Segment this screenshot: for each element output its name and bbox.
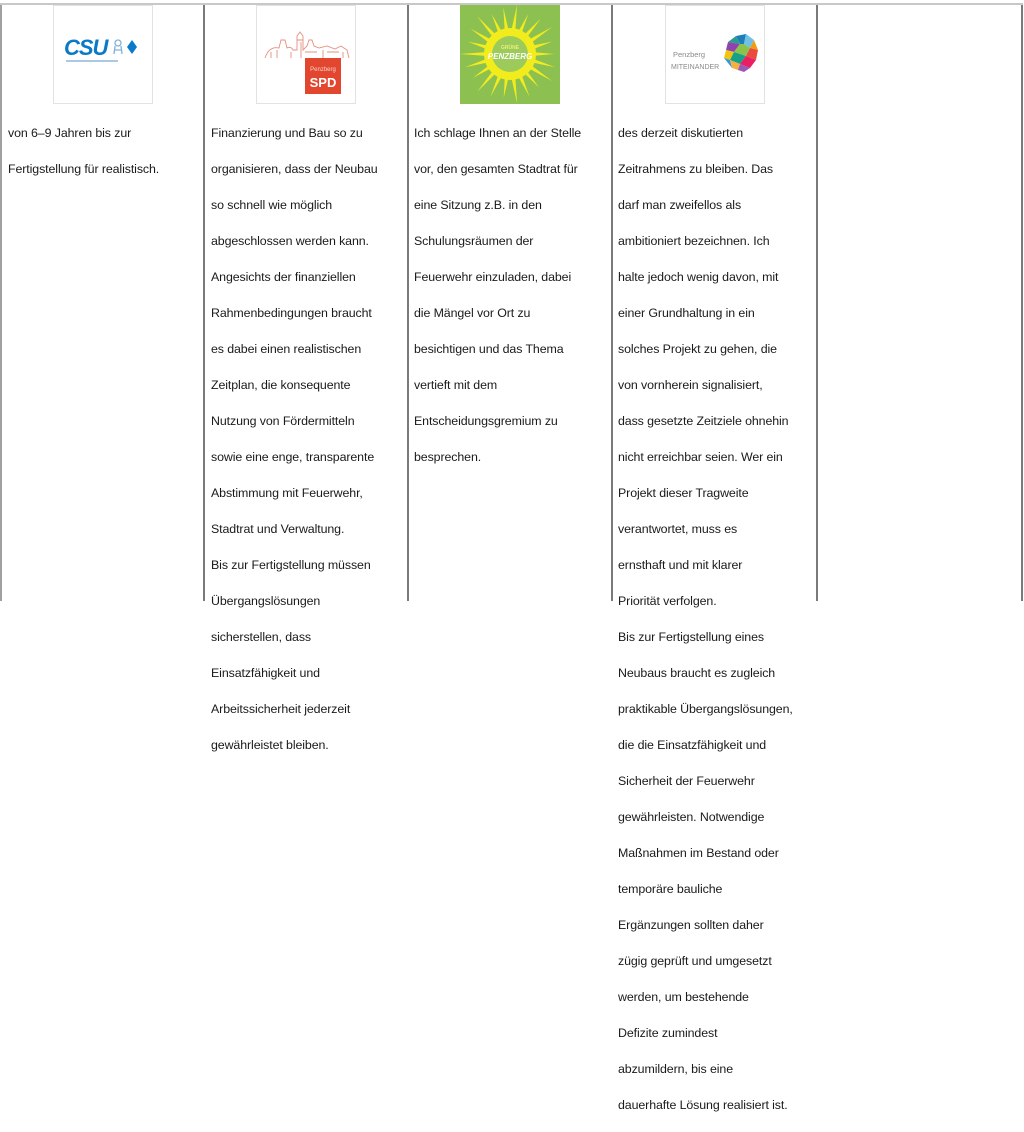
text-line: ambitioniert bezeichnen. Ich (618, 234, 770, 248)
spd-town-label: Penzberg (310, 67, 336, 73)
text-line: temporäre bauliche (618, 882, 723, 896)
text-line: halte jedoch wenig davon, mit (618, 270, 779, 284)
text-line: Angesichts der finanziellen (211, 270, 356, 284)
text-line: Zeitrahmens zu bleiben. Das (618, 162, 774, 176)
text-line: abgeschlossen werden kann. (211, 234, 369, 248)
gruene-logo (460, 5, 560, 104)
text-line: Finanzierung und Bau so zu (211, 126, 363, 140)
town-skyline-icon (265, 32, 349, 58)
text-line: Entscheidungsgremium zu (414, 414, 558, 428)
text-line: Abstimmung mit Feuerwehr, (211, 486, 363, 500)
text-line: Stadtrat und Verwaltung. (211, 522, 345, 536)
table-cell-csu (0, 5, 205, 601)
spd-wordmark: SPD (309, 75, 337, 90)
text-line: gewährleistet bleiben. (211, 738, 329, 752)
text-line: Rahmenbedingungen braucht (211, 306, 372, 320)
text-line: sicherstellen, dass (211, 630, 312, 644)
diamond-icon (127, 40, 137, 54)
table-cell-spd (205, 5, 409, 752)
text-line: praktikable Übergangslösungen, (618, 702, 793, 716)
text-line: Arbeitssicherheit jederzeit (211, 702, 351, 716)
text-line: Ergänzungen sollten daher (618, 918, 764, 932)
text-line: nicht erreichbar seien. Wer ein (618, 450, 783, 464)
text-line: abzumildern, bis eine (618, 1062, 733, 1076)
text-line: einer Grundhaltung in ein (618, 306, 755, 320)
text-line: zügig geprüft und umgesetzt (618, 954, 772, 968)
lion-icon (114, 40, 122, 54)
text-line: von vornherein signalisiert, (618, 378, 763, 392)
mosaic-globe-icon (724, 34, 758, 72)
text-line: dauerhafte Lösung realisiert ist. (618, 1098, 788, 1112)
text-line: eine Sitzung z.B. in den (414, 198, 542, 212)
text-line: so schnell wie möglich (211, 198, 333, 212)
text-line: die die Einsatzfähigkeit und (618, 738, 767, 752)
text-line: Sicherheit der Feuerwehr (618, 774, 755, 788)
text-line: Einsatzfähigkeit und (211, 666, 320, 680)
svg-text:CSU: CSU (64, 35, 108, 60)
table-cell-penzberg-miteinander (613, 5, 818, 1112)
text-line: organisieren, dass der Neubau (211, 162, 378, 176)
text-line: von 6–9 Jahren bis zur (8, 126, 132, 140)
csu-logo (53, 5, 153, 104)
text-line: Ich schlage Ihnen an der Stelle (414, 126, 582, 140)
penzberg-miteinander-logo (665, 5, 765, 104)
text-line: Projekt dieser Tragweite (618, 486, 749, 500)
text-line: Maßnahmen im Bestand oder (618, 846, 779, 860)
table-cell-empty (818, 5, 1023, 601)
cell-text-csu (8, 106, 199, 196)
text-line: Defizite zumindest (618, 1026, 718, 1040)
cell-text-penzberg-miteinander (618, 106, 812, 1132)
text-line: gewährleisten. Notwendige (618, 810, 765, 824)
table-cell-gruene (409, 5, 613, 601)
text-line: sowie eine enge, transparente (211, 450, 375, 464)
text-line: vertieft mit dem (414, 378, 498, 392)
text-line: Nutzung von Fördermitteln (211, 414, 355, 428)
text-line: die Mängel vor Ort zu (414, 306, 531, 320)
miteinander-town-label: Penzberg (673, 50, 706, 59)
text-line: Zeitplan, die konsequente (211, 378, 351, 392)
miteinander-wordmark: MITEINANDER (671, 64, 720, 71)
penzberg-miteinander-logo-graphic (666, 6, 766, 105)
text-line: werden, um bestehende (618, 990, 749, 1004)
text-line: dass gesetzte Zeitziele ohnehin (618, 414, 789, 428)
text-line: Feuerwehr einzuladen, dabei (414, 270, 572, 284)
text-line: Übergangslösungen (211, 594, 321, 608)
cell-text-gruene (414, 106, 607, 484)
text-line: Fertigstellung für realistisch. (8, 162, 160, 176)
party-comparison-table (0, 3, 1023, 1112)
text-line: darf man zweifellos als (618, 198, 742, 212)
text-line: Bis zur Fertigstellung eines (618, 630, 764, 644)
gruene-logo-graphic (460, 5, 560, 104)
text-line: ernsthaft und mit klarer (618, 558, 743, 572)
text-line: des derzeit diskutierten (618, 126, 744, 140)
text-line: Bis zur Fertigstellung müssen (211, 558, 371, 572)
text-line: verantwortet, muss es (618, 522, 738, 536)
spd-logo-graphic (257, 6, 357, 105)
gruene-topline: GRÜNE (500, 45, 520, 51)
text-line: es dabei einen realistischen (211, 342, 362, 356)
text-line: besichtigen und das Thema (414, 342, 564, 356)
cell-text-spd (211, 106, 403, 772)
text-line: Neubaus braucht es zugleich (618, 666, 776, 680)
csu-logo-graphic (54, 6, 154, 105)
text-line: Priorität verfolgen. (618, 594, 717, 608)
gruene-wordmark: PENZBERG (487, 52, 533, 61)
spd-logo (256, 5, 356, 104)
text-line: Schulungsräumen der (414, 234, 534, 248)
text-line: vor, den gesamten Stadtrat für (414, 162, 578, 176)
text-line: solches Projekt zu gehen, die (618, 342, 777, 356)
text-line: besprechen. (414, 450, 482, 464)
